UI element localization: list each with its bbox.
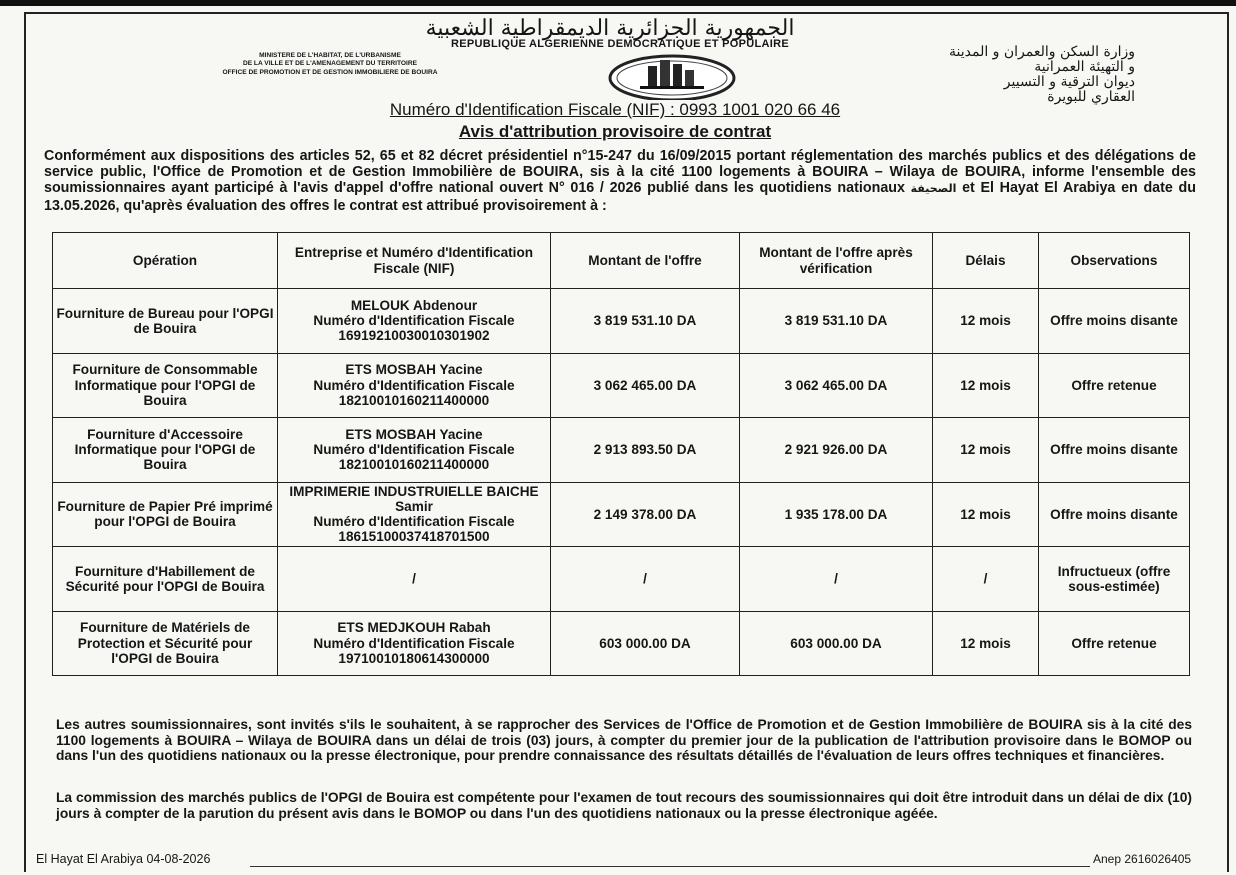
nif-number: 169192100300103​01902 xyxy=(338,328,490,344)
ministry-block xyxy=(110,52,550,77)
nif-number: 182100101602114​00000 xyxy=(338,392,490,408)
intro-text: et xyxy=(956,180,981,197)
awards-table xyxy=(52,232,1190,676)
cell-montant-verif: 603 000.00 DA xyxy=(740,611,933,676)
ministry-arabic-block xyxy=(835,45,1135,105)
intro-text: Conformément aux dispositions des articles 52, 65 et 82 décret présidentiel n°15-247 du 16/09/2015 portant réglementation des marchés publics et des délégations de service public, l'Office de Promotion et de Gestion Immobilière de BOUIRA, sis à la cité 1100 logements à BOUIRA – Wilaya de BOUIRA, informe l'ensemble des soumissionnaires ayant participé à l'avis d'appel d'offre national ouvert xyxy=(44,148,1196,197)
cell-operation: Fourniture de Bureau pour l'OPGI de Bouira xyxy=(53,289,278,354)
nif-label: Numéro d'Identification Fiscale xyxy=(313,377,515,393)
ministry-line: DE LA VILLE ET DE L'AMENAGEMENT DU TERRITOIRE xyxy=(242,60,418,68)
intro-text: publié dans les quotidiens nationaux xyxy=(641,180,911,197)
table-row xyxy=(53,547,1190,612)
nif-label: Numéro d'Identification Fiscale xyxy=(313,635,515,651)
ministry-ar-line: العقاري للبويرة xyxy=(1047,89,1135,105)
cell-montant-verif: / xyxy=(740,547,933,612)
header-observations: Observations xyxy=(1039,233,1190,289)
company-name: ETS MOSBAH Yacine xyxy=(345,362,483,378)
cell-delais: 12 mois xyxy=(933,289,1039,354)
nif-line: Numéro d'Identification Fiscale (NIF) : 0993 1001 020 66 46 xyxy=(389,100,841,119)
cell-entreprise xyxy=(278,353,551,418)
nif-label: Numéro d'Identification Fiscale xyxy=(313,442,515,458)
ministry-ar-line: و التهيئة العمرانية xyxy=(1034,59,1135,75)
cell-montant-verif: 1 935 178.00 DA xyxy=(740,482,933,547)
notice-paragraph-2: La commission des marchés publics de l'OPGI de Bouira est compétente pour l'examen de tout recours des soumissionnaires qui doit être introduit dans un délai de dix (10) jours à compter de la parution du présent avis dans le BOMOP ou dans l'un des quotidiens nationaux ou la presse électronique agéée. xyxy=(56,790,1192,821)
cell-entreprise xyxy=(278,611,551,676)
company-name: IMPRIMERIE INDUSTRUIELLE BAICHE Samir xyxy=(289,483,539,515)
republic-banner: REPUBLIQUE ALGERIENNE DEMOCRATIQUE ET POPULAIRE xyxy=(450,38,789,50)
cell-operation: Fourniture d'Accessoire Informatique pour l'OPGI de Bouira xyxy=(53,418,278,483)
cell-delais: 12 mois xyxy=(933,611,1039,676)
nif-number: 186151000374187​01500 xyxy=(338,529,490,545)
cell-montant: 2 913 893.50 DA xyxy=(551,418,740,483)
cell-delais: 12 mois xyxy=(933,353,1039,418)
cell-delais: 12 mois xyxy=(933,482,1039,547)
cell-delais: / xyxy=(933,547,1039,612)
ministry-ar-line: وزارة السكن والعمران و المدينة xyxy=(949,44,1135,60)
table-row xyxy=(53,482,1190,547)
cell-observations: Offre retenue xyxy=(1039,353,1190,418)
cell-montant-verif: 2 921 926.00 DA xyxy=(740,418,933,483)
tender-reference: N° 016 / 2026 xyxy=(548,180,642,197)
arabic-republic-banner: الجمهورية الجزائرية الديمقراطية الشعبية xyxy=(425,16,795,41)
footer-source: El Hayat El Arabiya 04-08-2026 xyxy=(36,852,211,866)
table-header-row xyxy=(53,233,1190,289)
opgi-logo xyxy=(602,48,742,100)
ministry-line: OFFICE DE PROMOTION ET DE GESTION IMMOBILIERE DE BOUIRA xyxy=(222,68,438,76)
newspaper-name: El Hayat El Arabiya xyxy=(980,180,1116,197)
nif-label: Numéro d'Identification Fiscale xyxy=(313,313,515,329)
footer-reference: Anep 2616026405 xyxy=(1093,852,1192,866)
nif-number: 197100101806143​00000 xyxy=(338,650,490,666)
header-montant-verif: Montant de l'offre après vérification xyxy=(740,233,933,289)
header-operation: Opération xyxy=(53,233,278,289)
nif-number: 182100101602114​00000 xyxy=(338,457,490,473)
table-row xyxy=(53,353,1190,418)
cell-observations: Offre moins disante xyxy=(1039,289,1190,354)
cell-entreprise xyxy=(278,289,551,354)
nif-label: Numéro d'Identification Fiscale xyxy=(313,514,515,530)
ministry-line: MINISTERE DE L'HABITAT, DE L'URBANISME xyxy=(259,52,401,59)
cell-delais: 12 mois xyxy=(933,418,1039,483)
cell-montant: 3 819 531.10 DA xyxy=(551,289,740,354)
header-entreprise: Entreprise et Numéro d'Identification Fiscale (NIF) xyxy=(278,233,551,289)
company-name: ETS MOSBAH Yacine xyxy=(345,426,483,442)
cell-operation: Fourniture de Papier Pré imprimé pour l'OPGI de Bouira xyxy=(53,482,278,547)
ministry-ar-line: ديوان الترقية و التسيير xyxy=(1003,74,1135,90)
cell-entreprise xyxy=(278,418,551,483)
header-delais: Délais xyxy=(933,233,1039,289)
cell-montant-verif: 3 062 465.00 DA xyxy=(740,353,933,418)
cell-observations: Offre moins disante xyxy=(1039,418,1190,483)
company-name: MELOUK Abdenour xyxy=(350,297,478,313)
cell-montant: 603 000.00 DA xyxy=(551,611,740,676)
table-row xyxy=(53,418,1190,483)
intro-paragraph xyxy=(44,148,1196,214)
top-border xyxy=(0,0,1236,6)
table-row xyxy=(53,289,1190,354)
intro-text: en date du 13.05.2026, qu'après évaluation des offres le contrat est attribué provisoirement à : xyxy=(44,180,1196,214)
document-title: Avis d'attribution provisoire de contrat xyxy=(458,122,772,141)
header-montant: Montant de l'offre xyxy=(551,233,740,289)
cell-operation: Fourniture de Matériels de Protection et Sécurité pour l'OPGI de Bouira xyxy=(53,611,278,676)
cell-montant: 2 149 378.00 DA xyxy=(551,482,740,547)
newspaper-arabic: الصحيفة xyxy=(910,182,957,196)
cell-observations: Infructueux (offre sous-estimée) xyxy=(1039,547,1190,612)
table-row xyxy=(53,611,1190,676)
cell-montant-verif: 3 819 531.10 DA xyxy=(740,289,933,354)
company-name: ETS MEDJKOUH Rabah xyxy=(337,620,491,636)
cell-montant: / xyxy=(551,547,740,612)
cell-operation: Fourniture de Consommable Informatique pour l'OPGI de Bouira xyxy=(53,353,278,418)
cell-operation: Fourniture d'Habillement de Sécurité pour l'OPGI de Bouira xyxy=(53,547,278,612)
cell-entreprise xyxy=(278,547,551,612)
cell-montant: 3 062 465.00 DA xyxy=(551,353,740,418)
footer-divider xyxy=(250,866,1090,867)
notice-paragraph-1: Les autres soumissionnaires, sont invités s'ils le souhaitent, à se rapprocher des Services de l'Office de Promotion et de Gestion Immobilière de BOUIRA sis à la cité des 1100 logements à BOUIRA – Wilaya de BOUIRA dans un délai de trois (03) jours, à compter du premier jour de la publication de l'attribution provisoire dans le BOMOP ou dans l'un des quotidiens nationaux ou la presse électronique, pour prendre connaissance des résultats détaillés de l'évaluation de leurs offres techniques et financières. xyxy=(56,717,1192,764)
cell-observations: Offre retenue xyxy=(1039,611,1190,676)
cell-entreprise xyxy=(278,482,551,547)
company-name: / xyxy=(412,571,416,587)
cell-observations: Offre moins disante xyxy=(1039,482,1190,547)
